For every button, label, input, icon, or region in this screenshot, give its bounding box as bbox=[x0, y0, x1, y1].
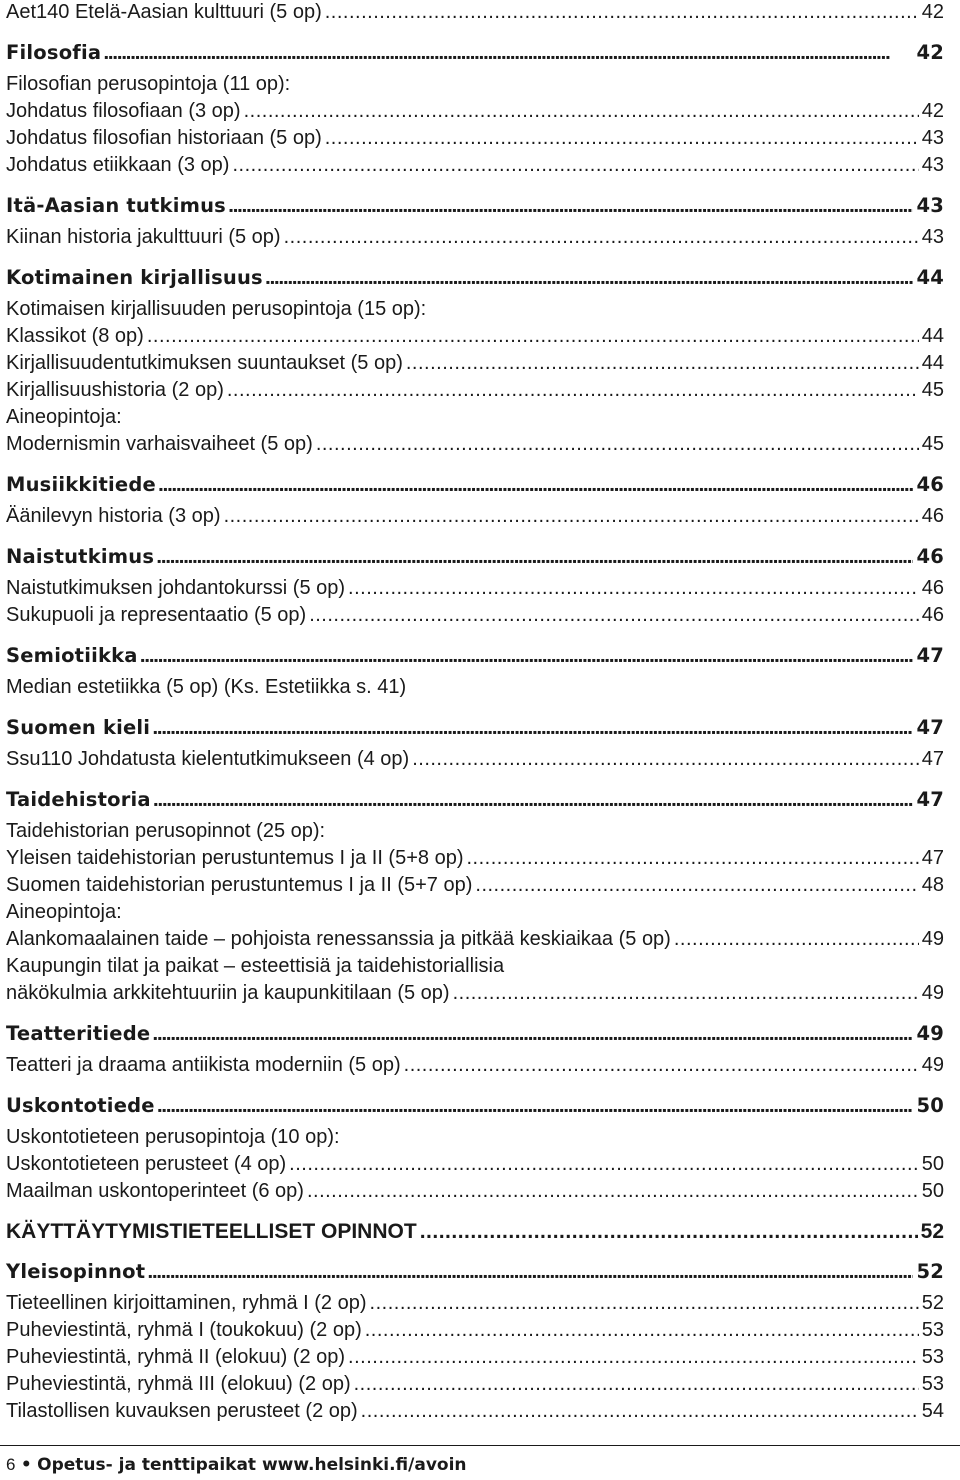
toc-heading bbox=[6, 264, 944, 296]
toc-page-number: 53 bbox=[921, 1346, 944, 1368]
toc-leader-dots bbox=[354, 1371, 919, 1398]
toc-leader-dots bbox=[325, 0, 919, 26]
toc-entry-title: Maailman uskontoperinteet (6 op) bbox=[6, 1180, 304, 1202]
table-of-contents bbox=[6, 0, 944, 1425]
toc-leader-dots bbox=[453, 980, 919, 1007]
toc-entry bbox=[6, 0, 944, 26]
toc-entry bbox=[6, 1317, 944, 1344]
toc-entry-title: Kaupungin tilat ja paikat – esteettisiä ja taidehistoriallisia bbox=[6, 955, 505, 977]
toc-page-number: 44 bbox=[916, 266, 944, 289]
toc-page-number: 46 bbox=[921, 577, 944, 599]
toc-entry-title: Puheviestintä, ryhmä II (elokuu) (2 op) bbox=[6, 1346, 346, 1368]
toc-entry-title: Modernismin varhaisvaiheet (5 op) bbox=[6, 433, 313, 455]
toc-leader-dots bbox=[153, 714, 913, 746]
toc-leader-dots bbox=[348, 1344, 919, 1371]
toc-entry-title: Alankomaalainen taide – pohjoista renessanssia ja pitkää keskiaikaa (5 op) bbox=[6, 928, 671, 950]
toc-leader-dots bbox=[284, 224, 919, 251]
toc-entry-title: Uskontotiede bbox=[6, 1094, 155, 1117]
toc-entry-title: Filosofia bbox=[6, 41, 102, 64]
toc-entry bbox=[6, 323, 944, 350]
toc-page-number: 53 bbox=[921, 1373, 944, 1395]
toc-entry-title: Naistutkimus bbox=[6, 545, 155, 568]
toc-page-number: 44 bbox=[921, 352, 944, 374]
toc-entry-title: Filosofian perusopintoja (11 op): bbox=[6, 73, 291, 95]
toc-page-number: 52 bbox=[916, 1260, 944, 1283]
toc-entry-title: Puheviestintä, ryhmä III (elokuu) (2 op) bbox=[6, 1373, 351, 1395]
toc-heading bbox=[6, 642, 944, 674]
toc-entry bbox=[6, 1344, 944, 1371]
toc-page-number: 43 bbox=[921, 154, 944, 176]
toc-leader-dots bbox=[289, 1151, 919, 1178]
toc-entry-title: Musiikkitiede bbox=[6, 473, 156, 496]
toc-entry-title: Yleisopinnot bbox=[6, 1260, 146, 1283]
footer-rule bbox=[0, 1445, 960, 1446]
toc-leader-dots bbox=[307, 1178, 919, 1205]
toc-entry bbox=[6, 1178, 944, 1205]
toc-page-number: 54 bbox=[921, 1400, 944, 1422]
toc-entry-title: Uskontotieteen perusteet (4 op) bbox=[6, 1153, 287, 1175]
toc-page-number: 45 bbox=[921, 379, 944, 401]
toc-leader-dots bbox=[157, 543, 913, 575]
toc-entry-title: KÄYTTÄYTYMISTIETEELLISET OPINNOT bbox=[6, 1220, 417, 1243]
toc-heading bbox=[6, 1258, 944, 1290]
toc-page-number: 49 bbox=[921, 1054, 944, 1076]
toc-leader-dots bbox=[244, 98, 919, 125]
toc-leader-dots bbox=[466, 845, 918, 872]
toc-entry bbox=[6, 980, 944, 1007]
toc-entry bbox=[6, 503, 944, 530]
toc-leader-dots bbox=[674, 926, 919, 953]
toc-page-number: 47 bbox=[916, 644, 944, 667]
toc-leader-dots bbox=[412, 746, 919, 773]
toc-page-number: 46 bbox=[916, 473, 944, 496]
toc-entry-title: Tieteellinen kirjoittaminen, ryhmä I (2 op) bbox=[6, 1292, 367, 1314]
toc-leader-dots bbox=[148, 1258, 913, 1290]
toc-entry-title: Teatteritiede bbox=[6, 1022, 151, 1045]
toc-leader-dots bbox=[141, 642, 914, 674]
toc-page-number: 49 bbox=[921, 982, 944, 1004]
footer-text: Opetus- ja tenttipaikat www.helsinki.fi/avoin bbox=[37, 1455, 467, 1475]
toc-page-number: 42 bbox=[921, 1, 944, 23]
toc-heading bbox=[6, 471, 944, 503]
toc-leader-dots bbox=[361, 1398, 919, 1425]
page-footer bbox=[6, 1454, 467, 1476]
toc-heading bbox=[6, 39, 944, 71]
toc-entry bbox=[6, 575, 944, 602]
toc-leader-dots bbox=[309, 602, 919, 629]
toc-leader-dots bbox=[348, 575, 919, 602]
toc-entry-title: Äänilevyn historia (3 op) bbox=[6, 505, 221, 527]
toc-page-number: 48 bbox=[921, 874, 944, 896]
toc-leader-dots bbox=[475, 872, 918, 899]
toc-entry bbox=[6, 1290, 944, 1317]
toc-page-number: 44 bbox=[921, 325, 944, 347]
toc-leader-dots bbox=[224, 503, 919, 530]
toc-leader-dots bbox=[365, 1317, 919, 1344]
toc-entry-title: Kirjallisuushistoria (2 op) bbox=[6, 379, 224, 401]
toc-entry bbox=[6, 1398, 944, 1425]
toc-heading bbox=[6, 192, 944, 224]
toc-heading bbox=[6, 1092, 944, 1124]
toc-leader-dots bbox=[147, 323, 919, 350]
toc-entry-title: Sukupuoli ja representaatio (5 op) bbox=[6, 604, 307, 626]
toc-entry-title: Kotimainen kirjallisuus bbox=[6, 266, 263, 289]
toc-page-number: 47 bbox=[916, 788, 944, 811]
toc-leader-dots bbox=[229, 192, 913, 224]
toc-leader-dots bbox=[153, 1020, 913, 1052]
toc-page-number: 43 bbox=[921, 127, 944, 149]
toc-entry-title: Kirjallisuudentutkimuksen suuntaukset (5 op) bbox=[6, 352, 403, 374]
toc-entry bbox=[6, 1052, 944, 1079]
toc-page-number: 43 bbox=[916, 194, 944, 217]
toc-entry bbox=[6, 818, 944, 845]
toc-entry-title: Itä-Aasian tutkimus bbox=[6, 194, 226, 217]
toc-entry-title: Teatteri ja draama antiikista moderniin (5 op) bbox=[6, 1054, 401, 1076]
toc-entry bbox=[6, 377, 944, 404]
toc-entry bbox=[6, 1124, 944, 1151]
toc-page-number: 42 bbox=[921, 100, 944, 122]
toc-leader-dots bbox=[154, 786, 914, 818]
toc-entry-title: Taidehistorian perusopinnot (25 op): bbox=[6, 820, 326, 842]
toc-entry-title: Aet140 Etelä-Aasian kulttuuri (5 op) bbox=[6, 1, 322, 23]
toc-leader-dots bbox=[316, 431, 919, 458]
toc-entry bbox=[6, 125, 944, 152]
toc-entry-title: Yleisen taidehistorian perustuntemus I ja II (5+8 op) bbox=[6, 847, 464, 869]
toc-leader-dots bbox=[420, 1218, 918, 1245]
toc-entry bbox=[6, 224, 944, 251]
toc-entry bbox=[6, 872, 944, 899]
toc-entry bbox=[6, 71, 944, 98]
footer-page-number: 6 bbox=[6, 1455, 16, 1474]
toc-page-number: 50 bbox=[921, 1180, 944, 1202]
toc-entry-title: Tilastollisen kuvauksen perusteet (2 op) bbox=[6, 1400, 358, 1422]
toc-entry-title: Kiinan historia jakulttuuri (5 op) bbox=[6, 226, 281, 248]
toc-entry bbox=[6, 98, 944, 125]
toc-entry bbox=[6, 602, 944, 629]
toc-entry-title: Semiotiikka bbox=[6, 644, 138, 667]
toc-leader-dots bbox=[104, 39, 913, 71]
toc-entry bbox=[6, 296, 944, 323]
toc-entry bbox=[6, 350, 944, 377]
toc-leader-dots bbox=[404, 1052, 919, 1079]
toc-heading bbox=[6, 786, 944, 818]
toc-entry-title: Median estetiikka (5 op) (Ks. Estetiikka s. 41) bbox=[6, 676, 407, 698]
toc-leader-dots bbox=[406, 350, 919, 377]
toc-entry-title: Naistutkimuksen johdantokurssi (5 op) bbox=[6, 577, 346, 599]
toc-leader-dots bbox=[159, 471, 914, 503]
toc-entry bbox=[6, 845, 944, 872]
toc-leader-dots bbox=[370, 1290, 919, 1317]
toc-entry-title: Aineopintoja: bbox=[6, 406, 122, 428]
toc-entry bbox=[6, 1371, 944, 1398]
toc-page-number: 46 bbox=[921, 505, 944, 527]
toc-entry-title: Ssu110 Johdatusta kielentutkimukseen (4 op) bbox=[6, 748, 410, 770]
toc-entry-title: Suomen taidehistorian perustuntemus I ja II (5+7 op) bbox=[6, 874, 473, 896]
toc-page-number: 53 bbox=[921, 1319, 944, 1341]
toc-entry bbox=[6, 431, 944, 458]
toc-leader-dots bbox=[325, 125, 919, 152]
toc-entry-title: Suomen kieli bbox=[6, 716, 151, 739]
toc-entry-title: Aineopintoja: bbox=[6, 901, 122, 923]
toc-page-number: 52 bbox=[921, 1292, 944, 1314]
toc-entry-title: Johdatus filosofian historiaan (5 op) bbox=[6, 127, 322, 149]
toc-entry bbox=[6, 152, 944, 179]
toc-entry-title: Johdatus etiikkaan (3 op) bbox=[6, 154, 230, 176]
toc-page-number: 43 bbox=[921, 226, 944, 248]
toc-page-number: 45 bbox=[921, 433, 944, 455]
toc-entry bbox=[6, 1151, 944, 1178]
toc-entry bbox=[6, 404, 944, 431]
toc-page-number: 47 bbox=[921, 748, 944, 770]
toc-entry-title: Uskontotieteen perusopintoja (10 op): bbox=[6, 1126, 340, 1148]
toc-entry bbox=[6, 926, 944, 953]
toc-entry bbox=[6, 953, 944, 980]
toc-page-number: 50 bbox=[921, 1153, 944, 1175]
toc-leader-dots bbox=[227, 377, 919, 404]
toc-entry-title: Klassikot (8 op) bbox=[6, 325, 144, 347]
toc-heading bbox=[6, 543, 944, 575]
toc-heading bbox=[6, 1020, 944, 1052]
toc-page-number: 52 bbox=[920, 1220, 944, 1243]
toc-entry bbox=[6, 899, 944, 926]
toc-entry-title: Kotimaisen kirjallisuuden perusopintoja (15 op): bbox=[6, 298, 427, 320]
toc-leader-dots bbox=[232, 152, 918, 179]
toc-entry-title: Johdatus filosofiaan (3 op) bbox=[6, 100, 241, 122]
toc-page-number: 46 bbox=[921, 604, 944, 626]
footer-bullet: • bbox=[20, 1455, 32, 1475]
toc-page-number: 49 bbox=[916, 1022, 944, 1045]
toc-heading bbox=[6, 1218, 944, 1245]
toc-page-number: 47 bbox=[916, 716, 944, 739]
toc-entry bbox=[6, 746, 944, 773]
toc-page-number: 50 bbox=[916, 1094, 944, 1117]
toc-entry-title: näkökulmia arkkitehtuuriin ja kaupunkitilaan (5 op) bbox=[6, 982, 450, 1004]
toc-entry bbox=[6, 674, 944, 701]
toc-entry-title: Taidehistoria bbox=[6, 788, 151, 811]
toc-heading bbox=[6, 714, 944, 746]
toc-entry-title: Puheviestintä, ryhmä I (toukokuu) (2 op) bbox=[6, 1319, 362, 1341]
toc-page-number: 47 bbox=[921, 847, 944, 869]
toc-page-number: 49 bbox=[921, 928, 944, 950]
toc-leader-dots bbox=[266, 264, 914, 296]
toc-leader-dots bbox=[158, 1092, 914, 1124]
toc-page-number: 42 bbox=[916, 41, 944, 64]
toc-page-number: 46 bbox=[916, 545, 944, 568]
